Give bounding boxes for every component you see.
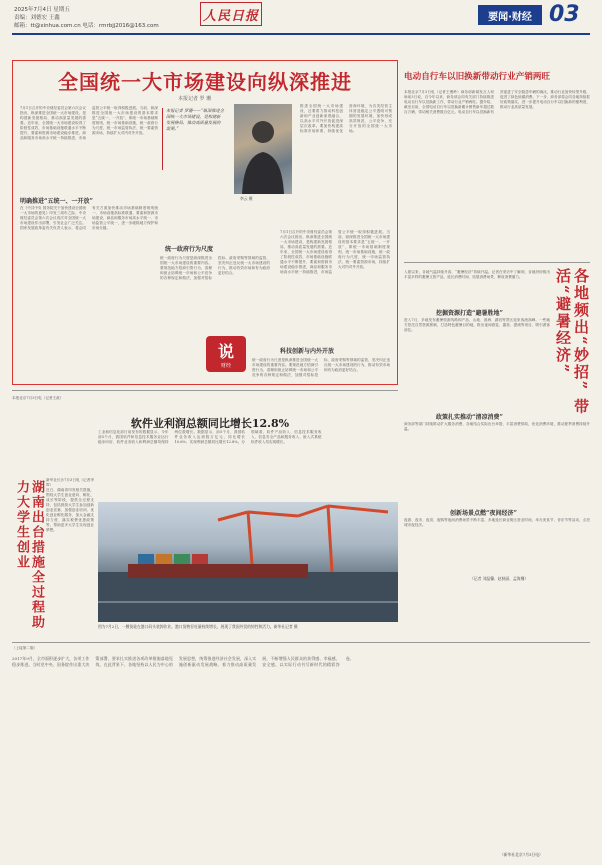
lead-body-3-tail: 统一政府行为尺度是纵深推进全国统一大市场建设的重要内容。要规范地方招商引资行为，清理和废止妨碍统一市场和公平竞争的各种规定和做法，加强对招标投标、政府采购等领域的监管，坚决纠正违反统一大市场建设的行为，推动有效市场和有为政府更好结合。 (252, 358, 390, 377)
lead-pull-quote: 本报记者 罗珊——“纵深推进全国统一大市场建设，是构建新发展格局、推动高质量发展的需要。” (162, 108, 224, 170)
ebike-headline: 电动自行车以旧换新带动行业产销两旺 (404, 72, 551, 82)
hunan-body: 近日，湖南省印发相关措施，围绕大学生创业意向、孵化、成长等阶段，提供全过程支持，包括鼓励大学生参加创新创业竞赛、加强创业培训、优化创业孵化服务、加大金融支持力度、落实税费优惠政策等，帮助更多大学生实现创业梦想。 (46, 488, 94, 532)
contact-email: 邮箱：tt@xinhua.com.cn 电话：rmrbjj2016@163.com (14, 23, 159, 29)
portrait-caption: 李云 摄 (240, 196, 253, 201)
lead-body-right: 推进全国统一大市场建设，还要着力推动科技创新和产业创新深度融合，以高水平对外开放促进深层次改革。要加快构建高标准市场体系，持续优化营商环境，为各类经营主体营造稳定公平透明可预期的发展环境，加快形成高效规范、公平竞争、充分开放的全国统一大市场。 (300, 104, 392, 133)
header-rule (12, 33, 590, 35)
person-silhouette-icon (234, 104, 292, 194)
lead-headline: 全国统一大市场建设向纵深推进 (58, 70, 352, 94)
summer-subhead-2: 政策扎实推动“清凉消费” (436, 414, 503, 421)
section-label: 要闻·财经 (478, 5, 542, 25)
summer-body-2: 商务部等部门持续推动扩大服务消费，各地结合实际出台举措，丰富消费供给，优化消费环境，推动夏季消费持续升温。 (404, 422, 590, 431)
page-number: 03 (549, 2, 580, 27)
bottom-end-note: （新华社北京7月3日电） (500, 852, 543, 857)
issue-date: 2025年7月4日 星期五 (14, 7, 70, 13)
lead-subhead-3: 科技创新与内外开放 (280, 348, 335, 355)
lead-intro: 7月1日召开的中央财经委员会第六次会议指出，纵深推进全国统一大市场建设，是构建新发展格局、推动高质量发展的需要。近年来，全国统一大市场建设取得了阶段性成效，市场基础设施联通水平不断提升，要素和资源市场建设稳步推进，商品和服务市场高水平统一持续推进，市场监管公平统一取得积极进展。当前，纵深推进全国统一大市场建设的基本要求是“五统一、一开放”，即统一市场基础制度规则，统一市场基础设施，统一政府行为尺度，统一市场监管执法，统一要素资源市场，持续扩大对内对外开放。 (20, 106, 158, 140)
summer-subhead-1: 挖掘资源打造“避暑胜地” (436, 310, 503, 317)
lead-body-3-extra: 7月1日召开的中央财经委员会第六次会议指出，纵深推进全国统一大市场建设，是构建新发展格局、推动高质量发展的需要。近年来，全国统一大市场建设取得了阶段性成效，市场基础设施联通水平不断提升，要素和资源市场建设稳步推进，商品和服务市场高水平统一持续推进，市场监管公平统一取得积极进展。当前，纵深推进全国统一大市场建设的基本要求是“五统一、一开放”，即统一市场基础制度规则，统一市场基础设施，统一政府行为尺度，统一市场监管执法，统一要素资源市场，持续扩大对内对外开放。 (280, 230, 390, 274)
crane-illustration (98, 502, 398, 622)
summer-byline: （记者 刘温馨、赵秋丽、孟海鹰） (470, 576, 529, 581)
bottom-dateline: （上接第二版） (12, 646, 38, 650)
bottom-body: 2017年9月，全市面积逐步扩大，各项工作稳步推进。当时党中央、国务院作出重大决策部署，要求扎实推进各项改革措施落地见效。在此背景下，各地坚持以人民为中心的发展思想，统筹推进经济社会发展，深入实施创新驱动发展战略，着力推动高质量发展，不断增强人民群众的获得感、幸福感、安全感，以实际行动书写新时代的精彩答卷。 (12, 656, 354, 667)
ebike-body: 本报北京7月3日电（记者王俊岭）商务部新闻发言人何咏前3日说，自今年以来，商务部会同有关部门持续推进电动自行车以旧换新工作，带动行业产销两旺。据介绍，截至目前，全国电动自行车以旧换新累计销售新车超过数百万辆，带动相关消费数百亿元。电动自行车以旧换新有效促进了安全隐患车辆的淘汰，推动行业加快转型升级，促进了绿色低碳消费。下一步，商务部将会同各地持续抓好政策落实，进一步提升电动自行车以旧换新的便利度，推动行业高质量发展。 (404, 90, 590, 114)
newspaper-logo: 人民日报 (200, 2, 262, 26)
hunan-vertical-title: 湖南出台措施全过程助力大学生创业 (14, 480, 44, 630)
hunan-dateline: 新华社长沙7月3日电（记者李霞） (46, 478, 94, 486)
bottom-divider (12, 642, 590, 643)
lead-subhead-1: 明确推进“五统一、一开放” (20, 198, 93, 205)
right-divider (404, 262, 590, 263)
editors: 责编：刘德宏 王鑫 (14, 15, 60, 21)
lead-body-1: 在《中共中央 国务院关于加快建设全国统一大市场的意见》印发三周年之际，中央财经委员会第六次会议再次对全国统一大市场建设作出部署，引发社会广泛关注。国家发展改革委有关负责人表示，将会同有关方面加快推动市场基础制度规则统一、市场设施高标准联通、要素和资源市场建设、商品和服务市场高水平统一、市场监管公平统一，进一步破除地方保护和市场分割。 (20, 206, 158, 230)
lead-body-2: 统一政府行为尺度是纵深推进全国统一大市场建设的重要内容。要规范地方招商引资行为，清理和废止妨碍统一市场和公平竞争的各种规定和做法，加强对招标投标、政府采购等领域的监管，坚决纠正违反统一大市场建设的行为，推动有效市场和有为政府更好结合。 (160, 256, 270, 280)
software-headline: 软件业利润总额同比增长12.8% (130, 417, 290, 430)
badge-char: 说 (217, 342, 234, 361)
mid-divider (12, 390, 398, 391)
port-photo (98, 502, 398, 622)
summer-intro: 入夏以来，各地气温持续升高，“避暑经济”持续升温。记者在采访中了解到，各地纷纷推出丰富多样的避暑文旅产品，延长消费时间、拓展消费场景，释放消费潜力。 (404, 270, 550, 279)
summer-subhead-3: 创新场景点燃“夜间经济” (450, 510, 517, 517)
masthead-info (14, 6, 159, 30)
commentary-badge (206, 336, 246, 372)
port-photo-caption: 图为7月2日，一艘货轮在港口码头装卸作业。港口货物吞吐量持续增长，展现了我国外贸的韧性和活力。新华社记者 摄 (98, 624, 298, 629)
industry-dateline: 本报北京7月3日电（记者王政） (12, 396, 64, 400)
summer-vertical-title: 各地频出“妙招” 带活“避暑经济” (554, 268, 590, 416)
lead-byline: 本报记者 罗 珊 (178, 96, 212, 102)
summer-body-1: 进入7月，多地发布避暑旅游线路和产品，山地、滨海、湖泊等景区迎来客流高峰。一些地方依托自然资源禀赋，打造特色避暑目的地，推出夜间游览、露营、漂流等项目，吸引游客前往。 (404, 318, 550, 332)
badge-label: 财经 (220, 363, 231, 369)
summer-body-3: 夜游、夜市、夜食、夜购等夜间消费场景不断丰富，多地延长商业街区营业时间，举办美食节、音乐节等活动，点亮城市夜经济。 (404, 518, 590, 527)
lead-subhead-2: 统一政府行为尺度 (165, 246, 214, 253)
portrait-photo (234, 104, 292, 194)
software-body: 工业和信息化部日前发布的数据显示，今年前5个月，我国软件和信息技术服务业运行稳步向好，软件业务收入和利润总额均保持两位数增长。数据显示，前5个月，我国软件业务收入达到数万亿元，同比增长10.6%；实现利润总额同比增长12.8%。分领域看，软件产品收入、信息技术服务收入、信息安全产品和服务收入、嵌入式系统软件收入均实现增长。 (98, 430, 322, 444)
